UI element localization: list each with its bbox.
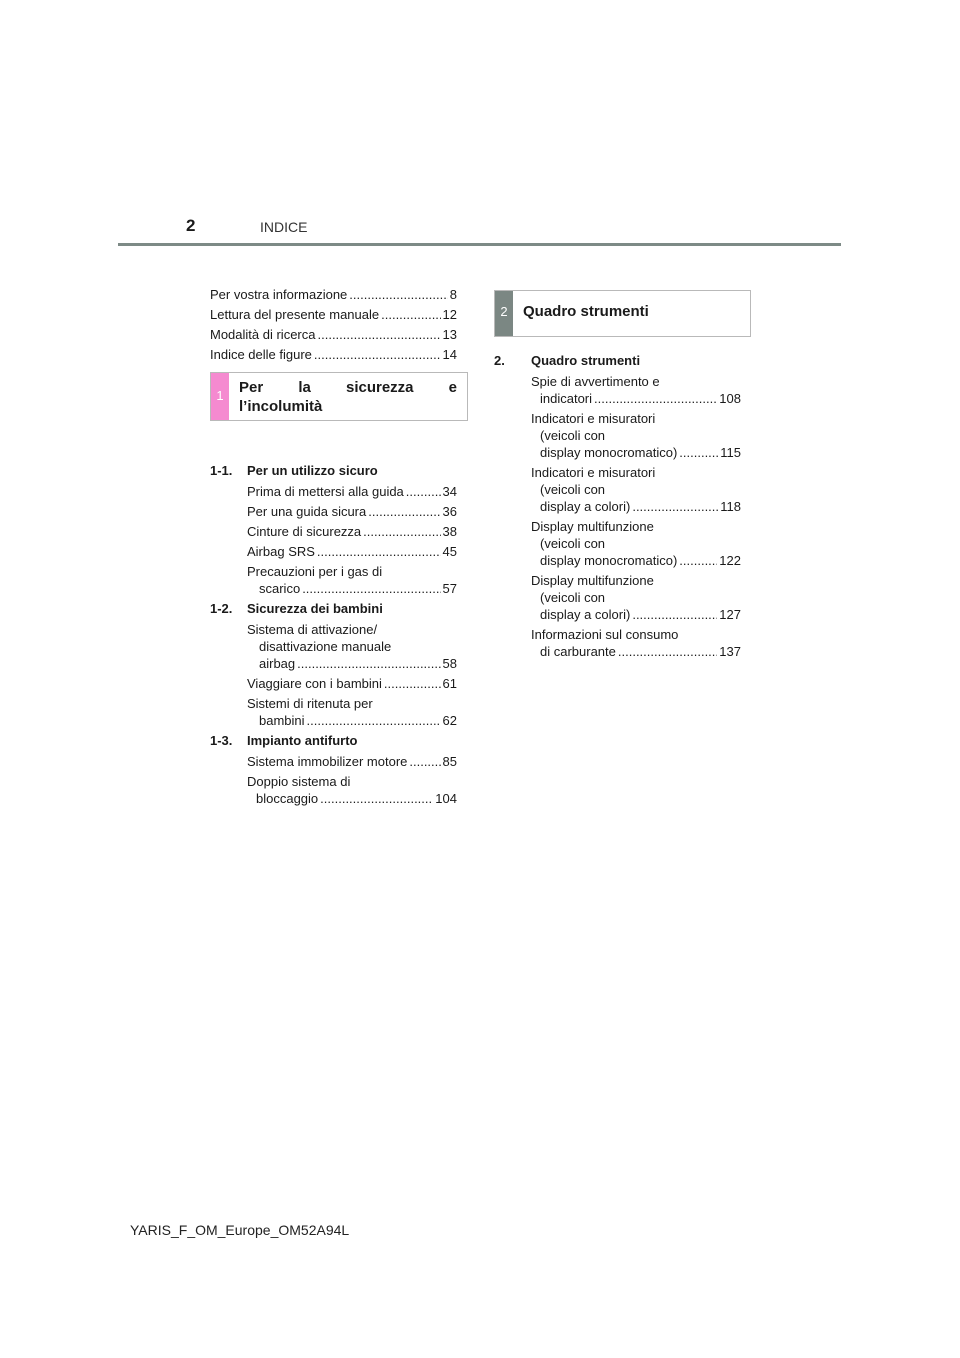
page-title: INDICE	[260, 219, 308, 235]
header-divider	[118, 243, 841, 246]
document-code: YARIS_F_OM_Europe_OM52A94L	[130, 1222, 350, 1238]
toc-entry[interactable]: Doppio sistema di bloccaggio ..... 104	[247, 773, 457, 807]
page-number: 2	[186, 216, 196, 235]
chapter-tab: 1	[211, 373, 229, 420]
chapter-tab: 2	[495, 291, 513, 336]
toc-entry[interactable]: Per vostra informazione ..... 8	[210, 286, 457, 303]
section-heading[interactable]: 1-3. Impianto antifurto	[210, 733, 358, 748]
toc-entry[interactable]: Modalità di ricerca ..... 13	[210, 326, 457, 343]
chapter-2-box[interactable]	[494, 290, 751, 337]
section-heading[interactable]: 1-2. Sicurezza dei bambini	[210, 601, 383, 616]
toc-entry[interactable]: Display multifunzione (veicoli con display monocromatico) ..... 122	[531, 518, 741, 569]
chapter-title: Quadro strumenti	[523, 303, 649, 320]
section-heading[interactable]: 2. Quadro strumenti	[494, 353, 641, 368]
toc-entry[interactable]: Precauzioni per i gas di scarico ..... 57	[247, 563, 457, 597]
toc-entry[interactable]: Indicatori e misuratori (veicoli con display a colori) ..... 118	[531, 464, 741, 515]
toc-entry[interactable]: Indicatori e misuratori (veicoli con display monocromatico) ..... 115	[531, 410, 741, 461]
toc-entry[interactable]: Spie di avvertimento e indicatori ..... 108	[531, 373, 741, 407]
chapter-title: Per la sicurezza e l’incolumità	[239, 379, 457, 415]
toc-entry[interactable]: Sistema di attivazione/ disattivazione manuale airbag ..... 58	[247, 621, 457, 672]
section-heading[interactable]: 1-1. Per un utilizzo sicuro	[210, 463, 378, 478]
toc-entry[interactable]: Indice delle figure ..... 14	[210, 346, 457, 363]
toc-entry[interactable]: Sistema immobilizer motore ..... 85	[247, 753, 457, 770]
toc-entry[interactable]: Informazioni sul consumo di carburante ..... 137	[531, 626, 741, 660]
toc-entry[interactable]: Sistemi di ritenuta per bambini ..... 62	[247, 695, 457, 729]
toc-entry[interactable]: Viaggiare con i bambini ..... 61	[247, 675, 457, 692]
toc-entry[interactable]: Prima di mettersi alla guida ..... 34	[247, 483, 457, 500]
chapter-1-box[interactable]	[210, 372, 468, 421]
toc-left-column	[210, 286, 457, 810]
toc-entry[interactable]: Airbag SRS ..... 45	[247, 543, 457, 560]
toc-entry[interactable]: Lettura del presente manuale ..... 12	[210, 306, 457, 323]
toc-entry[interactable]: Per una guida sicura ..... 36	[247, 503, 457, 520]
toc-entry[interactable]: Cinture di sicurezza ..... 38	[247, 523, 457, 540]
toc-entry[interactable]: Display multifunzione (veicoli con display a colori) ..... 127	[531, 572, 741, 623]
toc-right-column	[494, 352, 741, 663]
